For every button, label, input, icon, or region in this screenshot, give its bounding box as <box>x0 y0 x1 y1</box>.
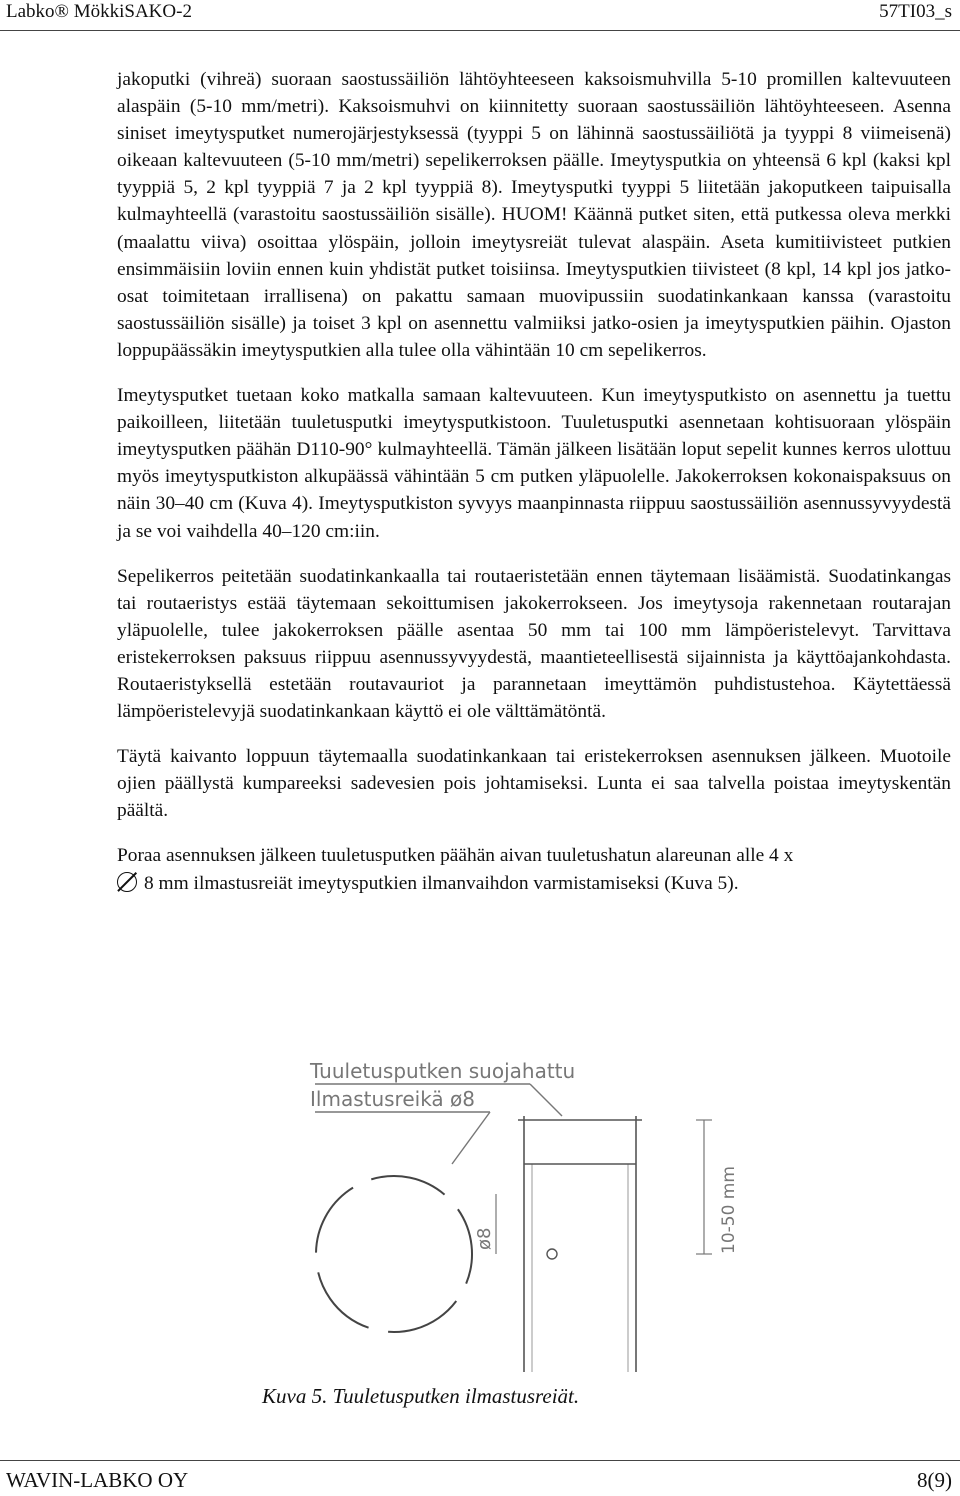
paragraph-ventilation <box>117 842 951 896</box>
figure-vent-pipe <box>300 1054 750 1384</box>
footer-page-number: 8(9) <box>917 1468 952 1492</box>
paragraph-backfill: Täytä kaivanto loppuun täytemaalla suodatinkankaan tai eristekerroksen asennuksen jälkeen. Muotoile ojien päällystä kumpareeksi sadevesien pois johtamiseksi. Lunta ei saa talvella poistaa imeytyskentän päältä. <box>117 746 951 822</box>
paragraph-installation: jakoputki (vihreä) suoraan saostussäiliön lähtöyhteeseen kaksoismuhvilla 5-10 promillen kaltevuuteen alaspäin (5-10 mm/metri). Kaksoismuhvi on kiinnitetty suoraan saostussäiliön lähtöyhteeseen. Asenna siniset imeytysputket numerojärjestyksessä (tyyppi 5 on lähinnä saostussäiliötä ja tyyppi 8 viimeisenä) oikeaan kaltevuuteen (5-10 mm/metri) sepelikerroksen päälle. Imeytysputkia on yhteensä 6 kpl (kaksi kpl tyyppiä 5, 2 kpl tyyppiä 7 ja 2 kpl tyyppiä 8). Imeytysputki tyyppi 5 liitetään jakoputkeen taipuisalla kulmayhteellä (varastoitu saostussäiliön sisälle). HUOM! Käännä putket siten, että putkessa oleva merkki (maalattu viiva) osoittaa ylöspäin, jolloin imeytysreiät tulevat alaspäin. Aseta kumitiivisteet putkien ensimmäisiin loviin ennen kuin yhdistät putket toisiinsa. Imeytysputkien tiivisteet (8 kpl, 14 kpl jos jatko-osat toimitetaan irrallisena) on pakattu samaan muovipussiin suodatinkankaan kanssa (varastoitu saostussäiliön sisälle) ja toiset 3 kpl on asennettu valmiiksi jatko-osien ja imeytysputkien päihin. Ojaston loppupäässäkin imeytysputkien alla tulee olla vähintään 10 cm sepelikerros. <box>117 69 951 361</box>
header-product-title: Labko® MökkiSAKO-2 <box>6 1 192 22</box>
header-doc-code: 57TI03_s <box>879 1 952 22</box>
page-header <box>0 0 960 31</box>
label-hole-distance: 10-50 mm <box>719 1166 739 1254</box>
vent-pipe-drawing <box>300 1054 750 1384</box>
label-air-hole: Ilmastusreikä ø8 <box>310 1087 475 1111</box>
label-vent-cap: Tuuletusputken suojahattu <box>310 1059 576 1083</box>
document-body <box>117 66 951 897</box>
figure-caption: Kuva 5. Tuuletusputken ilmastusreiät. <box>262 1384 580 1408</box>
paragraph-insulation: Sepelikerros peitetään suodatinkankaalla tai routaeristetään ennen täytemaan lisäämistä. Suodatinkangas tai routaeristys estää täytemaan sekoittumisen jakokerrokseen. Jos imeytysoja rakennetaan routarajan yläpuolelle, tulee jakokerroksen päälle asentaa 50 mm tai 100 mm lämpöeristelevyt. Tarvittava eristekerroksen paksuus riippuu asennussyvyydestä, maantieteellisestä sijainnista ja käyttöajankohdasta. Routaeristyksellä estetään routavauriot ja parannetaan imeyttämön puhdistustehoa. Käytettäessä lämpöeristelevyjä suodatinkankaan käyttö ei ole välttämätöntä. <box>117 565 951 723</box>
page-footer <box>0 1460 960 1496</box>
label-hole-diameter: ø8 <box>474 1227 495 1250</box>
paragraph-ventilation-line2: 8 mm ilmastusreiät imeytysputkien ilmanvaihdon varmistamiseksi (Kuva 5). <box>144 872 739 894</box>
diameter-symbol-icon <box>117 872 137 892</box>
paragraph-ventilation-line1: Poraa asennuksen jälkeen tuuletusputken päähän aivan tuuletushatun alareunan alle 4 x <box>117 845 794 867</box>
footer-company: WAVIN-LABKO OY <box>6 1468 189 1492</box>
paragraph-support: Imeytysputket tuetaan koko matkalla samaan kaltevuuteen. Kun imeytysputkisto on asennettu ja tuettu paikoilleen, liitetään tuuletusputki imeytysputkistoon. Tuuletusputki asennetaan kohtisuoraan ylöspäin imeytysputken päähän D110-90° kulmayhteellä. Tämän jälkeen lisätään loput sepelit kunnes kerros ulottuu myös imeytysputkiston alkupäässä vähintään 5 cm putken yläpuolelle. Jakokerroksen kokonaispaksuus on näin 30–40 cm (Kuva 4). Imeytysputkiston syvyys maanpinnasta riippuu saostussäiliön asennussyvyydestä ja se voi vaihdella 40–120 cm:iin. <box>117 385 951 542</box>
